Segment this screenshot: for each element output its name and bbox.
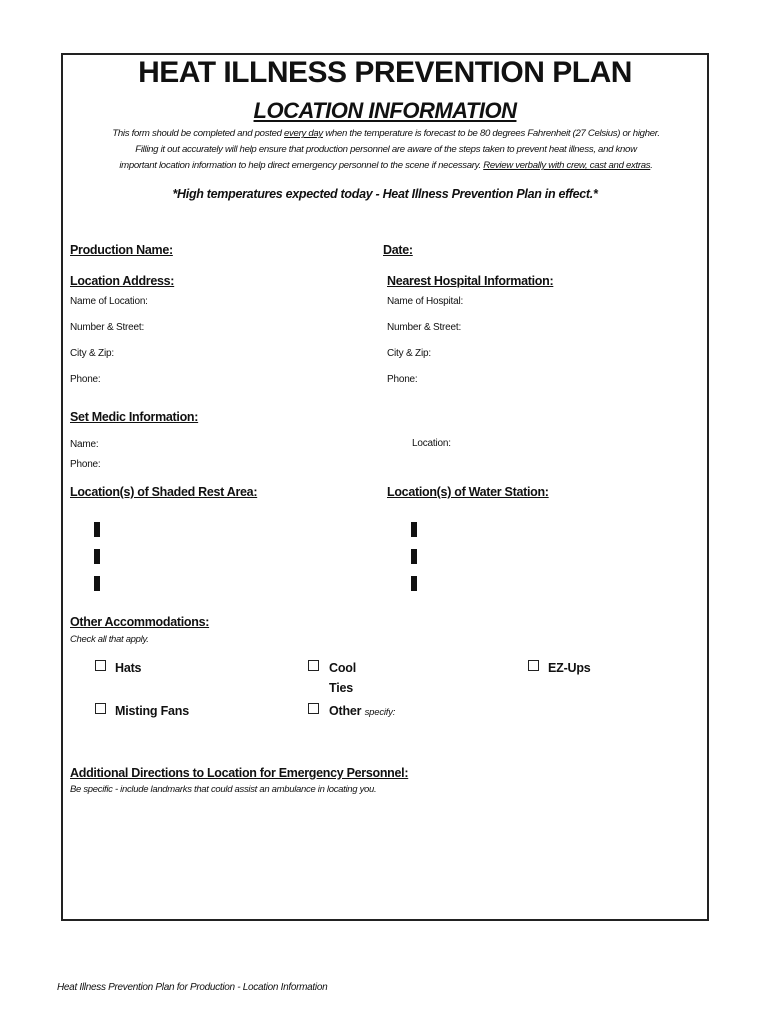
hospital-heading: Nearest Hospital Information: <box>387 274 554 288</box>
location-phone-label: Phone: <box>70 374 101 385</box>
ez-ups-checkbox[interactable] <box>528 660 539 671</box>
shade-bullet <box>94 576 100 591</box>
other-checkbox[interactable] <box>308 703 319 714</box>
hats-checkbox[interactable] <box>95 660 106 671</box>
medic-location-label: Location: <box>412 438 451 449</box>
hospital-street-label: Number & Street: <box>387 322 462 333</box>
directions-note: Be specific - include landmarks that could assist an ambulance in locating you. <box>70 784 377 795</box>
form-subtitle: LOCATION INFORMATION <box>253 98 517 123</box>
water-bullet <box>411 522 417 537</box>
date-label: Date: <box>383 243 413 257</box>
hospital-name-label: Name of Hospital: <box>387 296 464 307</box>
hats-label: Hats <box>115 661 142 675</box>
water-bullet <box>411 576 417 591</box>
shade-bullet <box>94 549 100 564</box>
ez-ups-label: EZ-Ups <box>548 661 591 675</box>
form-title: HEAT ILLNESS PREVENTION PLAN <box>138 56 632 89</box>
other-label: Other specify: <box>329 704 396 718</box>
hospital-city-label: City & Zip: <box>387 348 431 359</box>
cool-ties-checkbox[interactable] <box>308 660 319 671</box>
location-name-label: Name of Location: <box>70 296 148 307</box>
misting-fans-label: Misting Fans <box>115 704 189 718</box>
directions-heading: Additional Directions to Location for Emergency Personnel: <box>70 766 409 780</box>
water-heading: Location(s) of Water Station: <box>387 485 549 499</box>
shade-bullet <box>94 522 100 537</box>
medic-heading: Set Medic Information: <box>70 410 199 424</box>
page-footer: Heat Illness Prevention Plan for Production - Location Information <box>57 982 328 993</box>
accommodations-note: Check all that apply. <box>70 634 149 645</box>
intro-text: This form should be completed and posted every day when the temperature is forecast to be 80 degrees Fahrenheit (27 Celsius) or higher. Filling it out accurately will help ensure that production personnel are aware of the steps taken to prevent heat illness, and know important location information to help direct emergency personnel to the scene if necessary. Review verbally with crew, cast and extras. <box>112 128 660 171</box>
water-bullet <box>411 549 417 564</box>
location-street-label: Number & Street: <box>70 322 145 333</box>
misting-fans-checkbox[interactable] <box>95 703 106 714</box>
production-name-label: Production Name: <box>70 243 173 257</box>
other-specify-label: specify: <box>364 707 396 718</box>
cool-ties-label: Cool Ties <box>329 661 356 695</box>
hospital-phone-label: Phone: <box>387 374 418 385</box>
shade-heading: Location(s) of Shaded Rest Area: <box>70 485 258 499</box>
heat-notice: *High temperatures expected today - Heat Illness Prevention Plan in effect.* <box>172 187 598 201</box>
medic-name-label: Name: <box>70 439 99 450</box>
medic-phone-label: Phone: <box>70 459 101 470</box>
location-city-label: City & Zip: <box>70 348 114 359</box>
location-address-heading: Location Address: <box>70 274 175 288</box>
accommodations-heading: Other Accommodations: <box>70 615 210 629</box>
